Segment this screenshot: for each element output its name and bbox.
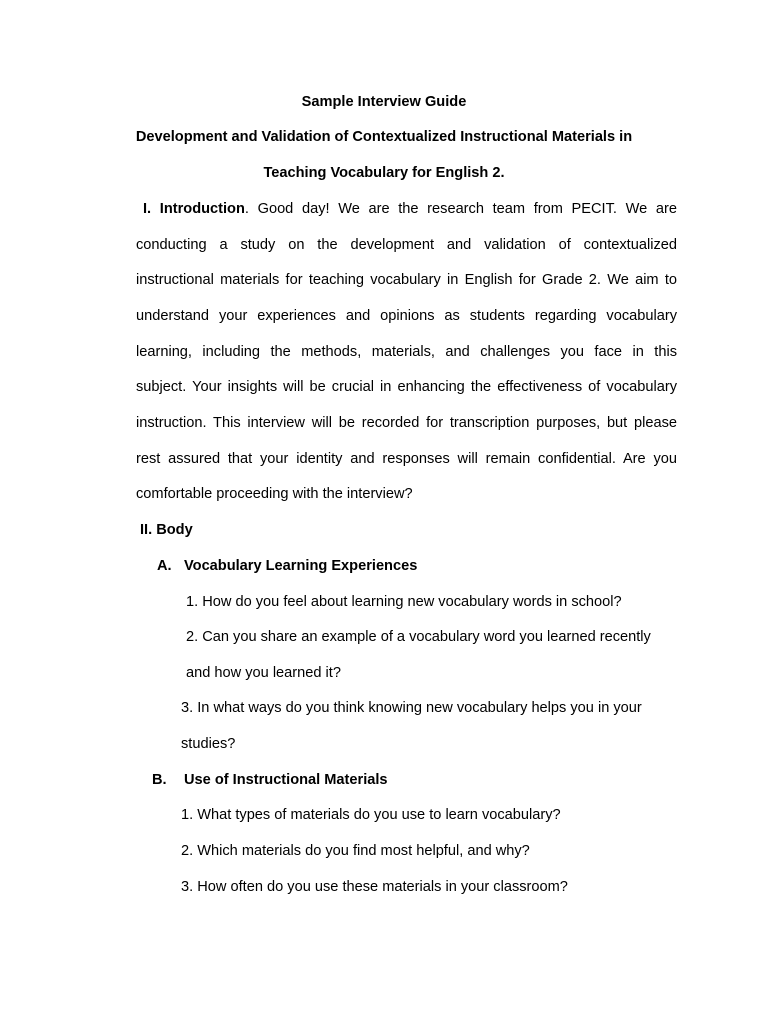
document-title: Sample Interview Guide bbox=[301, 94, 467, 110]
intro-heading: I. Introduction bbox=[143, 201, 245, 217]
body-heading: II. Body bbox=[140, 522, 193, 538]
section-b-title: Use of Instructional Materials bbox=[184, 772, 388, 788]
section-a-question-3: 3. In what ways do you think knowing new vocabulary helps you in your bbox=[181, 700, 642, 716]
intro-line: rest assured that your identity and responses will remain confidential. Are you bbox=[136, 451, 677, 467]
section-a-title: Vocabulary Learning Experiences bbox=[184, 558, 418, 574]
subtitle-line-2: Teaching Vocabulary for English 2. bbox=[263, 165, 505, 181]
intro-line: instructional materials for teaching vocabulary in English for Grade 2. We aim to bbox=[136, 272, 677, 288]
section-b-question-1: 1. What types of materials do you use to learn vocabulary? bbox=[181, 807, 561, 823]
intro-line: conducting a study on the development and validation of contextualized bbox=[136, 237, 677, 253]
section-b-question-2: 2. Which materials do you find most helpful, and why? bbox=[181, 843, 530, 859]
intro-line: . Good day! We are the research team from PECIT. We are bbox=[244, 201, 677, 217]
section-b-question-3: 3. How often do you use these materials in your classroom? bbox=[181, 879, 568, 895]
section-a-question-3-cont: studies? bbox=[181, 736, 236, 752]
intro-line: understand your experiences and opinions as students regarding vocabulary bbox=[136, 308, 677, 324]
section-b-label: B. bbox=[152, 772, 167, 788]
intro-line: learning, including the methods, materials, and challenges you face in this bbox=[136, 344, 677, 360]
intro-line: subject. Your insights will be crucial in enhancing the effectiveness of vocabulary bbox=[136, 379, 677, 395]
section-a-label: A. bbox=[157, 558, 172, 574]
section-a-question-1: 1. How do you feel about learning new vocabulary words in school? bbox=[186, 594, 622, 610]
subtitle-line-1: Development and Validation of Contextualized Instructional Materials in bbox=[135, 129, 633, 145]
intro-line-last: comfortable proceeding with the interview? bbox=[136, 486, 413, 502]
intro-line: instruction. This interview will be recorded for transcription purposes, but please bbox=[136, 415, 677, 431]
section-a-question-2-cont: and how you learned it? bbox=[186, 665, 341, 681]
section-a-question-2: 2. Can you share an example of a vocabulary word you learned recently bbox=[186, 629, 651, 645]
intro-first-line bbox=[143, 200, 677, 218]
